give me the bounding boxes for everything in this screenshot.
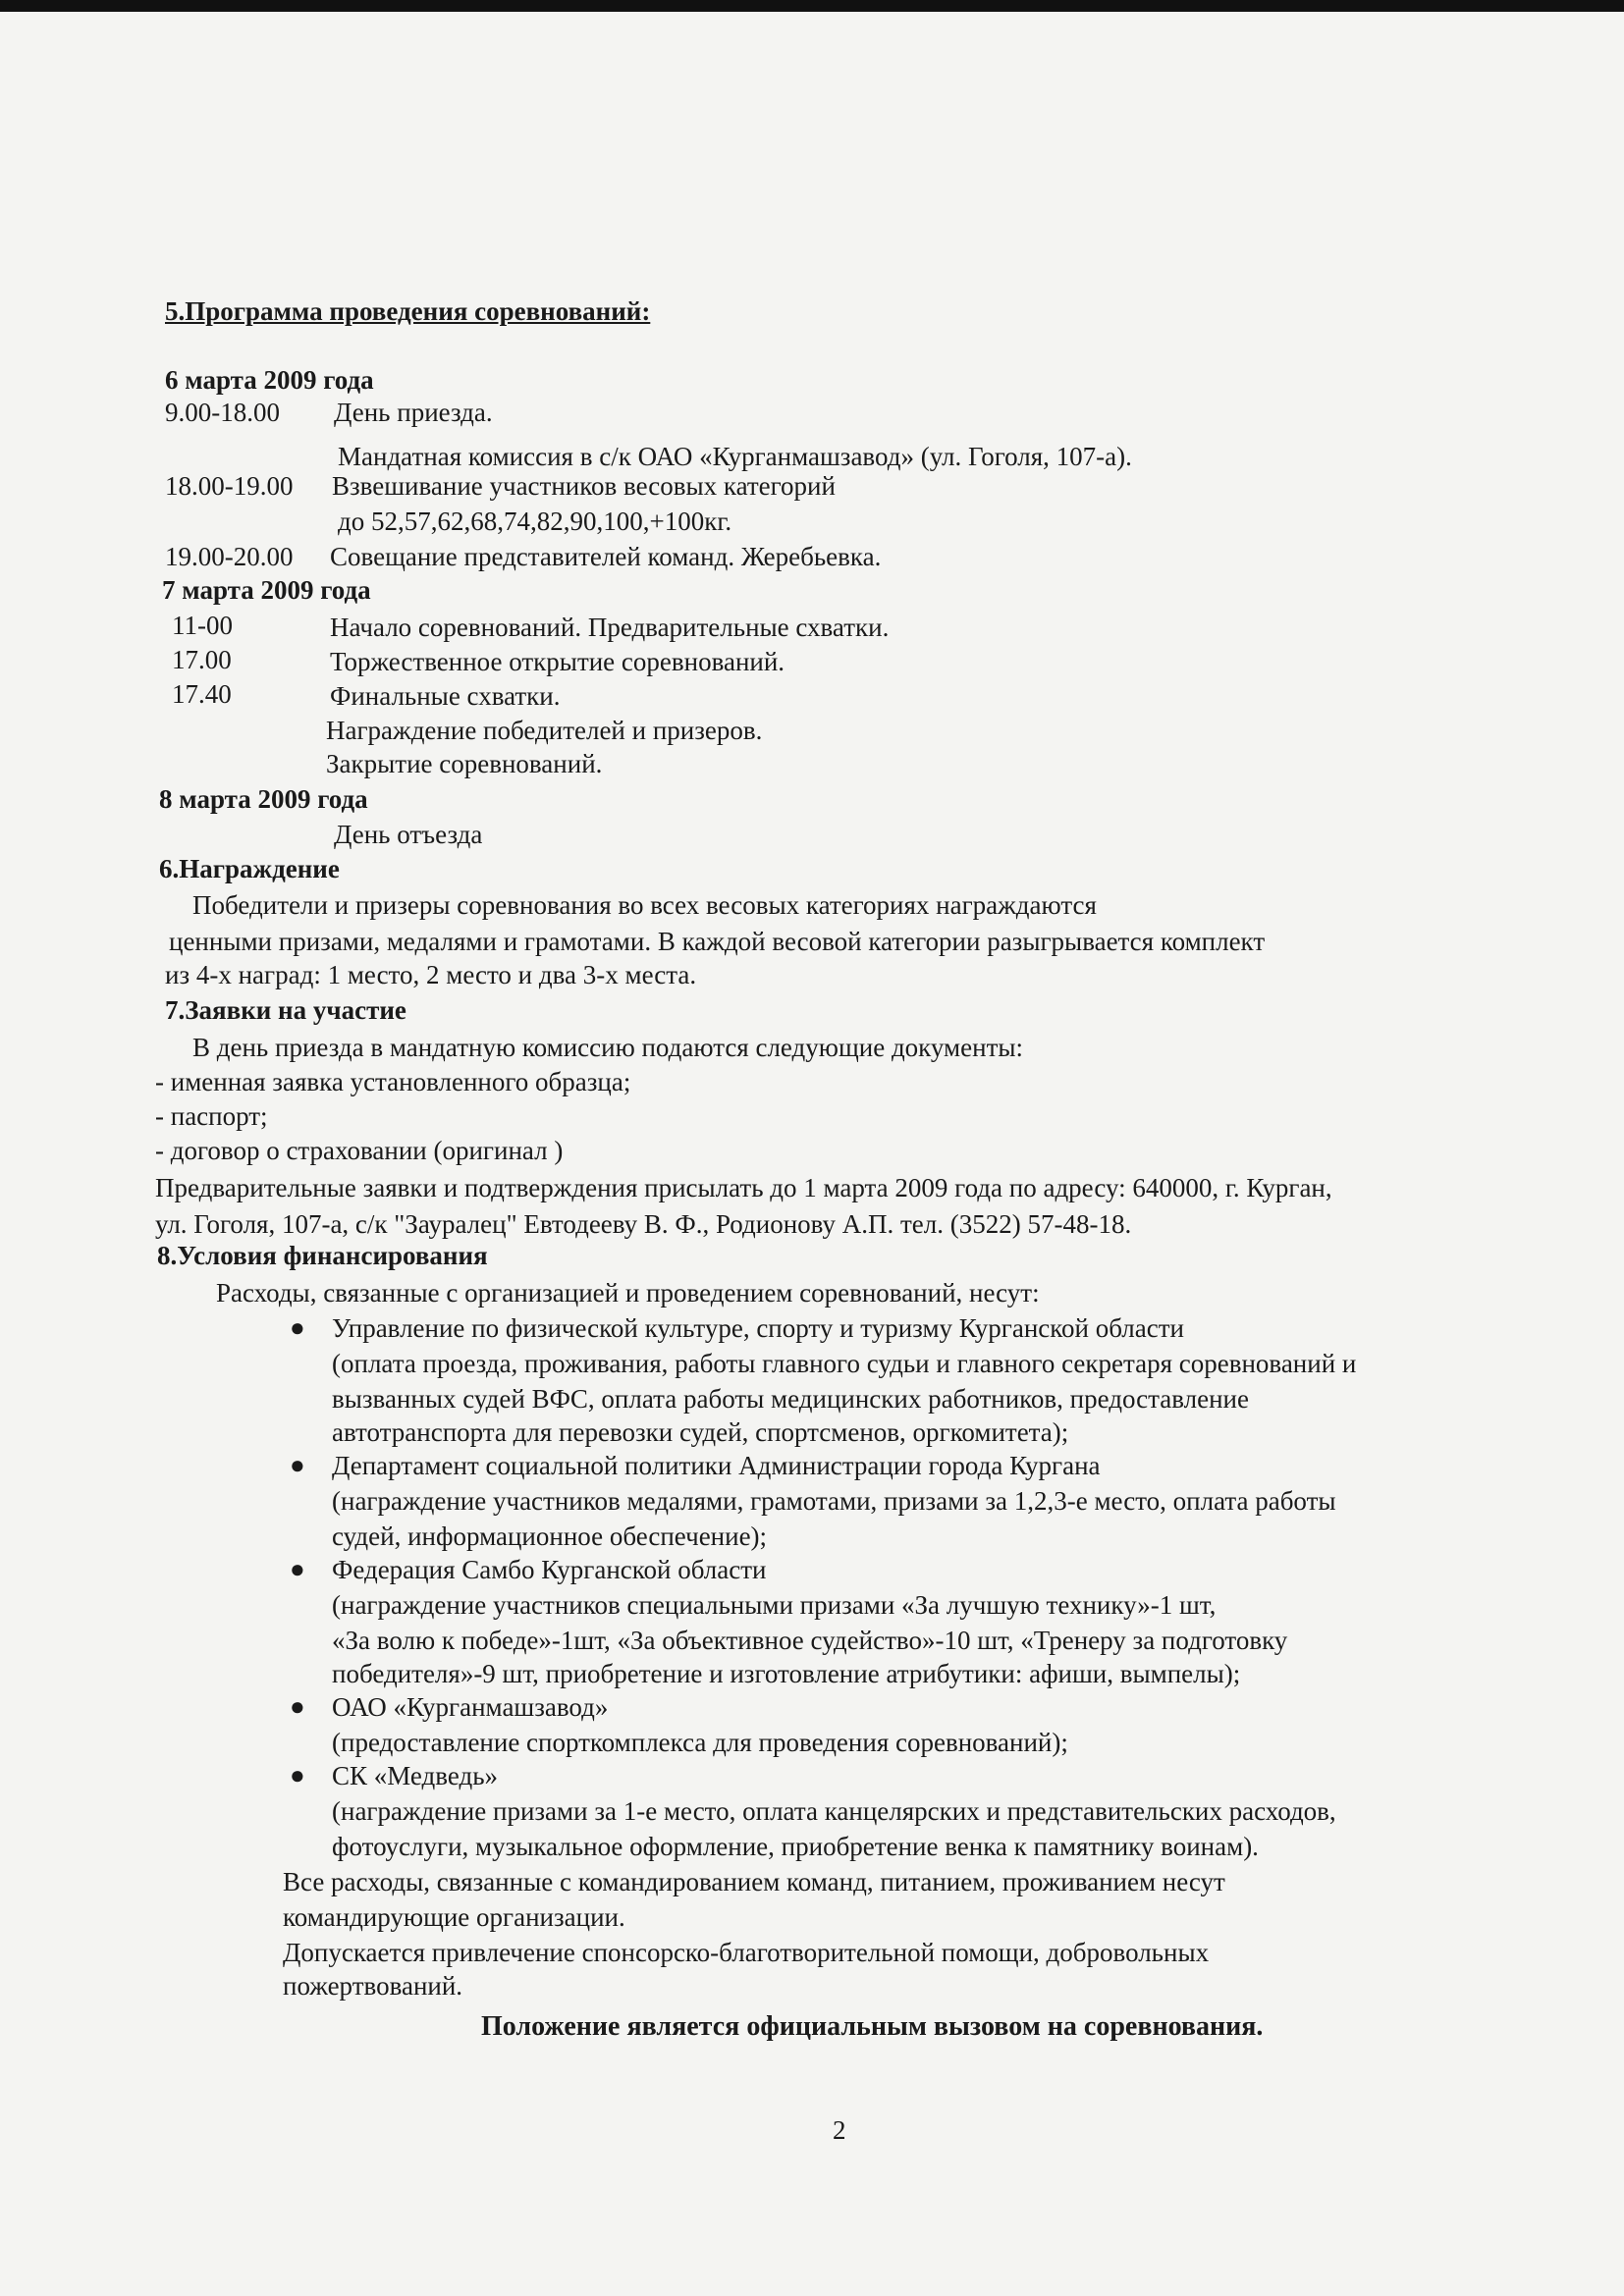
day1-time1: 9.00-18.00 [165,398,280,427]
b3-line1: (награждение участников специальными призами «За лучшую технику»-1 шт, [332,1590,1217,1620]
day2-time2: 17.00 [172,645,232,674]
b1-line1: (оплата проезда, проживания, работы главного судьи и главного секретаря соревнований и [332,1349,1357,1378]
section6-line3: из 4-х наград: 1 место, 2 место и два 3-х места. [165,960,697,989]
section8-heading: 8.Условия финансирования [157,1241,488,1270]
b1-title: Управление по физической культуре, спорту и туризму Курганской области [332,1313,1184,1343]
section7-intro: В день приезда в мандатную комиссию подаются следующие документы: [192,1033,1024,1062]
bullet-dot: ● [290,1451,305,1479]
section6-line2: ценными призами, медалями и грамотами. В каждой весовой категории разыгрывается комплект [169,927,1266,956]
day1-time2: 18.00-19.00 [165,471,294,501]
b1-line3: автотранспорта для перевозки судей, спортсменов, оргкомитета); [332,1417,1069,1447]
b5-title: СК «Медведь» [332,1761,499,1790]
bullet-dot: ● [290,1761,305,1789]
section7-prelim1: Предварительные заявки и подтверждения присылать до 1 марта 2009 года по адресу: 640000, г. Курган, [155,1173,1332,1202]
section6-line1: Победители и призеры соревнования во всех весовых категориях награждаются [192,890,1097,920]
b3-line2: «За волю к победе»-1шт, «За объективное судейство»-10 шт, «Тренеру за подготовку [332,1626,1288,1655]
b5-line1: (награждение призами за 1-е место, оплата канцелярских и представительских расходов, [332,1796,1336,1826]
section5-heading: 5.Программа проведения соревнований: [165,296,651,326]
section7-item-1: - именная заявка установленного образца; [155,1067,631,1096]
b2-line1: (награждение участников медалями, грамотами, призами за 1,2,3-е место, оплата работы [332,1486,1336,1516]
closing-statement: Положение является официальным вызовом на соревнования. [481,2011,1264,2042]
day2-time3: 17.40 [172,679,232,709]
day2-time3-text: Финальные схватки. [330,681,561,711]
day2-date: 7 марта 2009 года [162,575,371,605]
bullet-dot: ● [290,1313,305,1342]
section8-intro: Расходы, связанные с организацией и проведением соревнований, несут: [216,1278,1040,1308]
b2-title: Департамент социальной политики Администрации города Кургана [332,1451,1101,1480]
day3-text: День отъезда [334,820,483,849]
section8-tail1: Все расходы, связанные с командированием команд, питанием, проживанием несут [283,1867,1225,1896]
b3-line3: победителя»-9 шт, приобретение и изготовление атрибутики: афиши, вымпелы); [332,1659,1241,1688]
section8-tail4: пожертвований. [283,1971,463,2001]
day2-time3-text3: Закрытие соревнований. [326,749,603,778]
page-number: 2 [833,2115,846,2145]
b5-line2: фотоуслуги, музыкальное оформление, приобретение венка к памятнику воинам). [332,1832,1259,1861]
day1-time1-text2: Мандатная комиссия в с/к ОАО «Курганмашзавод» (ул. Гоголя, 107-а). [338,442,1132,471]
day1-date: 6 марта 2009 года [165,365,374,395]
section7-item-3: - договор о страховании (оригинал ) [155,1136,564,1165]
b2-line2: судей, информационное обеспечение); [332,1522,768,1551]
bullet-dot: ● [290,1692,305,1721]
section7-heading: 7.Заявки на участие [165,995,406,1025]
section8-tail2: командирующие организации. [283,1902,625,1932]
section6-heading: 6.Награждение [159,854,340,883]
day1-time3-text: Совещание представителей команд. Жеребьевка. [330,542,882,571]
bullet-dot: ● [290,1555,305,1583]
b4-line1: (предоставление спорткомплекса для проведения соревнований); [332,1728,1068,1757]
b3-title: Федерация Самбо Курганской области [332,1555,767,1584]
section7-prelim2: ул. Гоголя, 107-а, с/к "Зауралец" Евтодееву В. Ф., Родионову А.П. тел. (3522) 57-48-18. [155,1209,1132,1239]
section8-tail3: Допускается привлечение спонсорско-благотворительной помощи, добровольных [283,1938,1210,1967]
day1-time1-text: День приезда. [334,398,493,427]
day1-time2-text: Взвешивание участников весовых категорий [332,471,836,501]
day3-date: 8 марта 2009 года [159,784,368,814]
day2-time1-text: Начало соревнований. Предварительные схватки. [330,613,890,642]
section7-item-2: - паспорт; [155,1101,268,1131]
b4-title: ОАО «Курганмашзавод» [332,1692,609,1722]
day2-time2-text: Торжественное открытие соревнований. [330,647,785,676]
day2-time3-text2: Награждение победителей и призеров. [326,716,763,745]
b1-line2: вызванных судей ВФС, оплата работы медицинских работников, предоставление [332,1384,1249,1414]
day1-time2-text2: до 52,57,62,68,74,82,90,100,+100кг. [338,507,732,536]
day2-time1: 11-00 [172,611,233,640]
day1-time3: 19.00-20.00 [165,542,294,571]
